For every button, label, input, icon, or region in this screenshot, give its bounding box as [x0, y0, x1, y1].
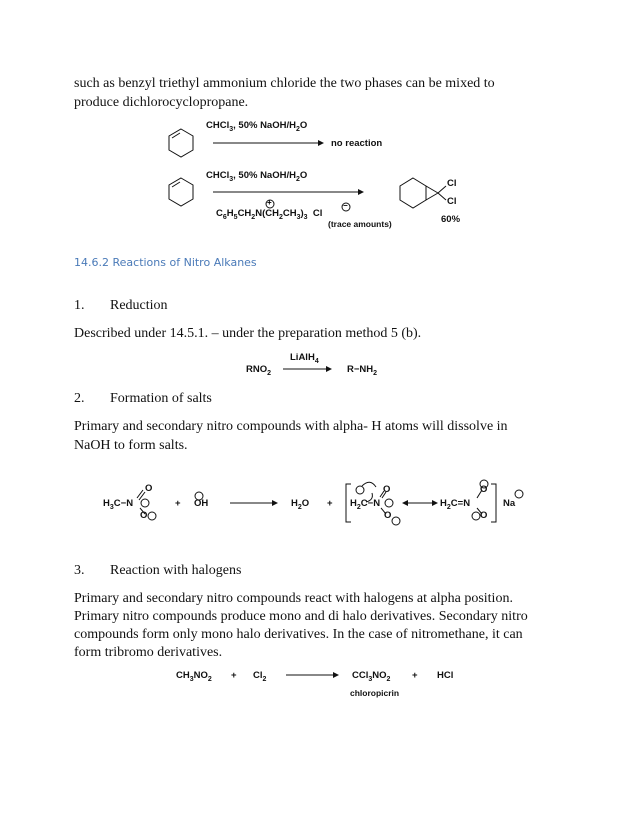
- item-title-reduction: Reduction: [110, 298, 168, 313]
- salt-reactant-o-top: O: [145, 483, 153, 494]
- plus-charge-icon: +: [267, 198, 272, 207]
- reduction-reactant: $RNO_2$: [246, 364, 272, 377]
- item-title-salts: Formation of salts: [110, 391, 212, 406]
- reagent-label-b: CHCl$_3$, 50% NaOH/$H_2O$: [206, 170, 308, 183]
- resonance-structure-1: $H_2C-N$: [350, 498, 381, 511]
- yield-label: 60%: [441, 214, 461, 225]
- plus-sign-3: +: [231, 670, 237, 681]
- resonance-structure-2: $H_2C=N$: [440, 498, 471, 511]
- reagent-label-a: CHCl$_3$, 50% NaOH/$H_2O$: [206, 120, 308, 133]
- halogen-reactant: $CH_3NO_2$: [176, 670, 212, 683]
- catalyst-note: (trace amounts): [328, 219, 392, 229]
- cl-bottom-label: Cl: [447, 196, 457, 207]
- res1-o-bottom: O: [384, 510, 392, 521]
- reduction-product: $R-NH_2$: [347, 364, 378, 377]
- salt-reactant: $H_3C-N$: [103, 498, 134, 511]
- chloropicrin-name: chloropicrin: [350, 688, 400, 698]
- halogens-line-1: Primary and secondary nitro compounds react with halogens at alpha position.: [74, 591, 513, 606]
- minus-charge-icon: −: [343, 201, 348, 210]
- catalyst-label: $C_6H_5CH_2N(CH_2CH_3)_3$ Cl: [216, 208, 323, 221]
- res1-o-top: O: [383, 484, 391, 495]
- salts-line-1: Primary and secondary nitro compounds with alpha- H atoms will dissolve in: [74, 419, 508, 434]
- salt-reactant-o-bottom: O: [140, 510, 148, 521]
- salts-line-2: NaOH to form salts.: [74, 438, 188, 453]
- reduction-reagent: LiAlH$_4$: [290, 352, 319, 365]
- reduction-text: Described under 14.5.1. – under the preparation method 5 (b).: [74, 326, 422, 341]
- item-number-3: 3.: [74, 563, 85, 578]
- item-number-2: 2.: [74, 391, 85, 406]
- hcl-label: HCl: [437, 670, 454, 681]
- res2-o-bottom: O: [480, 510, 488, 521]
- intro-line-2: produce dichlorocyclopropane.: [74, 95, 249, 110]
- halogens-line-3: compounds form only mono halo derivatives. In the case of nitromethane, it can: [74, 627, 523, 642]
- halogens-line-4: form tribromo derivatives.: [74, 645, 223, 660]
- plus-sign-2: +: [327, 498, 333, 509]
- no-reaction-label: no reaction: [331, 138, 383, 149]
- section-heading: 14.6.2 Reactions of Nitro Alkanes: [74, 256, 257, 269]
- item-title-halogens: Reaction with halogens: [110, 563, 242, 578]
- plus-sign-1: +: [175, 498, 181, 509]
- sodium-label: Na: [503, 498, 516, 509]
- water-label: $H_2O$: [291, 498, 310, 511]
- plus-sign-4: +: [412, 670, 418, 681]
- chloropicrin-formula: $CCl_3NO_2$: [352, 670, 391, 683]
- hydroxide-label: OH: [194, 498, 209, 509]
- res2-o-top: O: [480, 484, 488, 495]
- intro-line-1: such as benzyl triethyl ammonium chloride the two phases can be mixed to: [74, 76, 495, 91]
- halogens-line-2: Primary nitro compounds produce mono and di halo derivatives. Secondary nitro: [74, 609, 528, 624]
- cl-top-label: Cl: [447, 178, 457, 189]
- chlorine-label: $Cl_2$: [253, 670, 267, 683]
- item-number-1: 1.: [74, 298, 85, 313]
